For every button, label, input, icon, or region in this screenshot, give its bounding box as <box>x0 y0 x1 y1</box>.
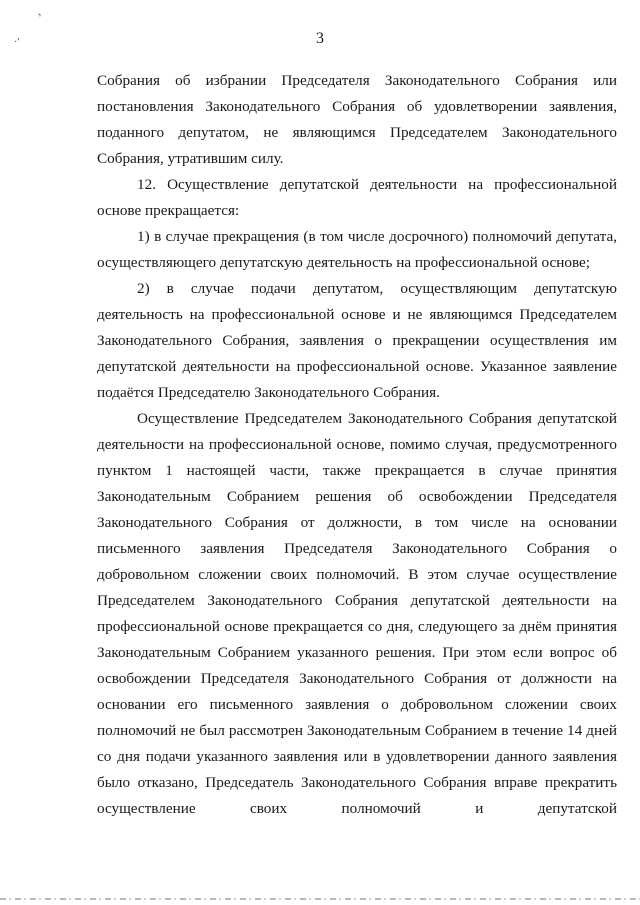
document-body <box>97 68 617 822</box>
scan-speck-mark: › <box>34 9 44 21</box>
paragraph-subitem-2: 2) в случае подачи депутатом, осуществляющим депутатскую деятельность на профессиональной основе и не являющимся Председателем Законодательного Собрания, заявления о прекращении осуществления им депутатской деятельности на профессиональной основе. Указанное заявление подаётся Председателю Законодательного Собрания. <box>97 280 617 401</box>
scan-speck-mark: ·' <box>14 37 20 48</box>
paragraph-chairman-termination: Осуществление Председателем Законодательного Собрания депутатской деятельности на профессиональной основе, помимо случая, предусмотренного пунктом 1 настоящей части, также прекращается в случае принятия Законодательным Собранием решения об освобождении Председателя Законодательного Собрания от должности, в том числе на основании письменного заявления Председателя Законодательного Собрания о добровольном сложении своих полномочий. В этом случае осуществление Председателем Законодательного Собрания депутатской деятельности на профессиональной основе прекращается со дня, следующего за днём принятия Законодательным Собранием указанного решения. При этом если вопрос об освобождении Председателя Законодательного Собрания от должности на основании его письменного заявления о добровольном сложении своих полномочий не был рассмотрен Законодательным Собранием в течение 14 дней со дня подачи указанного заявления или в удовлетворении данного заявления было отказано, Председатель Законодательного Собрания вправе прекратить осуществление своих полномочий и депутатской <box>97 410 617 817</box>
scan-bottom-edge <box>0 898 640 900</box>
paragraph-item-12: 12. Осуществление депутатской деятельности на профессиональной основе прекращается: <box>97 176 617 219</box>
paragraph-continuation: Собрания об избрании Председателя Законодательного Собрания или постановления Законодательного Собрания об удовлетворении заявления, поданного депутатом, не являющимся Председателем Законодательного Собрания, утратившим силу. <box>97 72 617 167</box>
paragraph-subitem-1: 1) в случае прекращения (в том числе досрочного) полномочий депутата, осуществляющего депутатскую деятельность на профессиональной основе; <box>97 228 617 271</box>
page-number: 3 <box>316 30 324 47</box>
